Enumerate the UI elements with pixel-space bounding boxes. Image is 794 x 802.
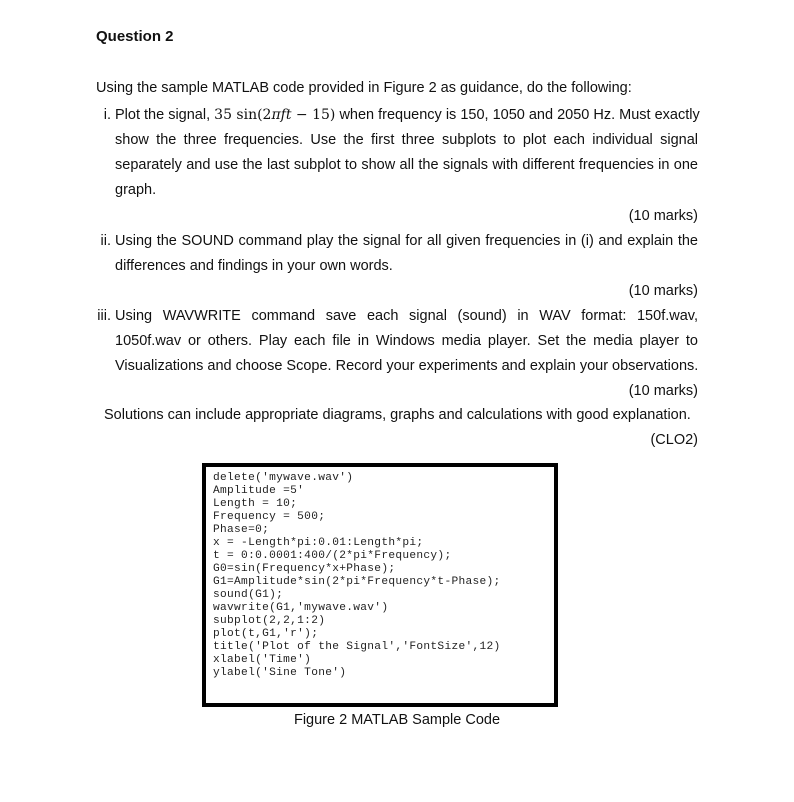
item-iii-number: iii.: [97, 308, 111, 324]
code-line: G0=sin(Frequency*x+Phase);: [213, 563, 396, 575]
item-iii-marks: (10 marks): [628, 383, 698, 399]
code-line: Frequency = 500;: [213, 511, 326, 523]
item-i-line-4: graph.: [115, 182, 157, 198]
item-ii-line-1: Using the SOUND command play the signal for all given frequencies in (i) and explain the: [115, 233, 698, 249]
item-i-marks: (10 marks): [628, 208, 698, 224]
item-iii-line-2: 1050f.wav or others. Play each file in Windows media player. Set the media player to: [115, 333, 698, 349]
item-ii-marks: (10 marks): [628, 283, 698, 299]
code-line: plot(t,G1,'r');: [213, 628, 319, 640]
item-i-number: i.: [103, 107, 111, 123]
question-title: Question 2: [96, 28, 174, 45]
intro-text: Using the sample MATLAB code provided in Figure 2 as guidance, do the following:: [96, 80, 632, 96]
code-line: Length = 10;: [213, 498, 298, 510]
code-line: Amplitude =5': [213, 485, 305, 497]
code-line: sound(G1);: [213, 589, 284, 601]
code-line: title('Plot of the Signal','FontSize',12): [213, 641, 501, 653]
code-line: wavwrite(G1,'mywave.wav'): [213, 602, 389, 614]
item-iii-line-1: Using WAVWRITE command save each signal (sound) in WAV format: 150f.wav,: [115, 308, 698, 324]
figure-caption: Figure 2 MATLAB Sample Code: [293, 712, 501, 728]
code-line: G1=Amplitude*sin(2*pi*Frequency*t-Phase);: [213, 576, 501, 588]
code-line: t = 0:0.0001:400/(2*pi*Frequency);: [213, 550, 452, 562]
item-ii-line-2: differences and findings in your own words.: [115, 258, 393, 274]
item-iii-line-3: Visualizations and choose Scope. Record your experiments and explain your observations.: [115, 358, 699, 374]
code-line: Phase=0;: [213, 524, 270, 536]
clo-label: (CLO2): [650, 432, 698, 448]
code-line: ylabel('Sine Tone'): [213, 667, 347, 679]
code-line: subplot(2,2,1:2): [213, 615, 326, 627]
item-i-line-3: separately and use the last subplot to show all the signals with different frequencies in one: [115, 157, 698, 173]
code-line: delete('mywave.wav'): [213, 472, 354, 484]
item-i-line-1: Plot the signal, 35 sin(2πft − 15) when frequency is 150, 1050 and 2050 Hz. Must exactly: [115, 107, 700, 123]
matlab-code: [206, 467, 554, 680]
signal-formula: 35 sin(2πft − 15): [214, 107, 336, 123]
code-line: xlabel('Time'): [213, 654, 312, 666]
code-line: x = -Length*pi:0.01:Length*pi;: [213, 537, 424, 549]
item-ii-number: ii.: [100, 233, 111, 249]
solutions-note: Solutions can include appropriate diagrams, graphs and calculations with good explanation.: [104, 407, 691, 423]
matlab-code-box: [202, 463, 558, 707]
item-i-line-2: show the three frequencies. Use the first three subplots to plot each individual signal: [115, 132, 698, 148]
